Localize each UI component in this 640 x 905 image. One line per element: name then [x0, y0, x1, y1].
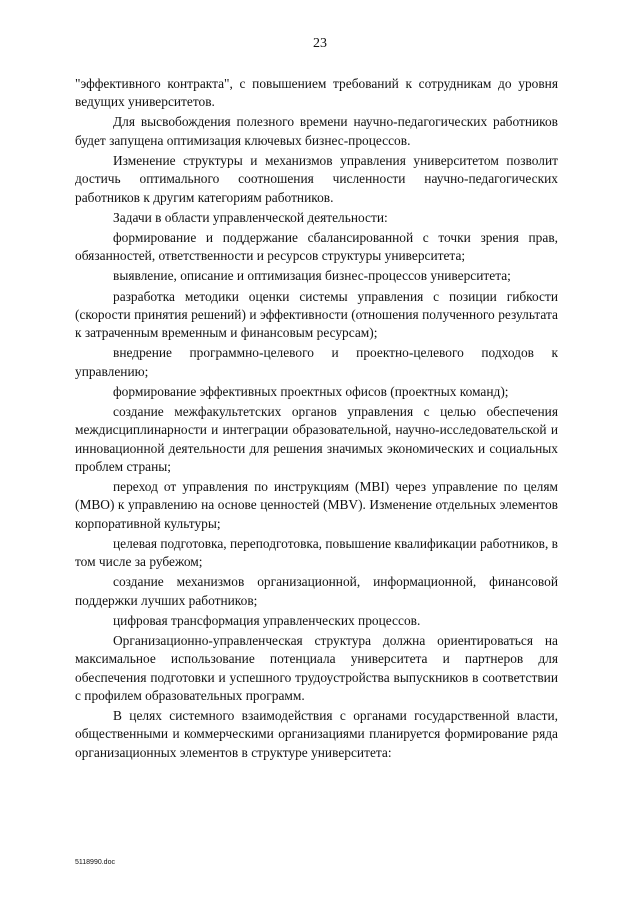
list-item-program-approach: внедрение программно-целевого и проектно-целевого подходов к управлению; [75, 345, 558, 379]
page-number: 23 [313, 36, 327, 51]
paragraph-tasks-heading: Задачи в области управленческой деятельности: [113, 209, 388, 225]
paragraph-release-time: Для высвобождения полезного времени научно-педагогических работников будет запущена оптимизация ключевых бизнес-процессов. [75, 114, 558, 148]
paragraph-structure-change: Изменение структуры и механизмов управления университетом позволит достичь оптимального соотношения численности научно-педагогических работников к другим категориям работников. [75, 152, 558, 205]
list-item-project-offices: формирование эффективных проектных офисов (проектных команд); [113, 383, 509, 399]
list-item-evaluation-method: разработка методики оценки системы управления с позиции гибкости (скорости принятия решений) и эффективности (отношения полученного результата к затраченным временным и финансовым ресурсам); [75, 288, 558, 341]
list-item-interfaculty-bodies: создание межфакультетских органов управления с целью обеспечения междисциплинарности и интеграции образовательной, научно-исследовательской и инновационной деятельности для решения значимых экономических и социальных проблем страны; [75, 404, 558, 474]
list-item-support-mechanisms: создание механизмов организационной, информационной, финансовой поддержки лучших работников; [75, 574, 558, 608]
list-item-training: целевая подготовка, переподготовка, повышение квалификации работников, в том числе за рубежом; [75, 535, 558, 570]
list-item-digital-transformation: цифровая трансформация управленческих процессов. [113, 612, 421, 628]
file-name-footer: 5118990.doc [75, 859, 115, 866]
list-item-business-processes: выявление, описание и оптимизация бизнес-процессов университета; [113, 268, 511, 284]
document-body [75, 75, 558, 762]
list-item-balanced-structure: формирование и поддержание сбалансированной с точки зрения прав, обязанностей, ответственности и ресурсов структуры университета; [75, 229, 558, 264]
paragraph-continuation: "эффективного контракта", с повышением требований к сотрудникам до уровня ведущих университетов. [75, 76, 558, 110]
list-item-management-transition: переход от управления по инструкциям (MBI) через управление по целям (MBO) к управлению на основе ценностей (MBV). Изменение отдельных элементов корпоративной культуры; [75, 479, 558, 531]
paragraph-interaction: В целях системного взаимодействия с органами государственной власти, общественными и коммерческими организациями планируется формирование ряда организационных элементов в структуре университета: [75, 708, 558, 760]
paragraph-org-structure: Организационно-управленческая структура должна ориентироваться на максимальное использование потенциала университета и партнеров для обеспечения подготовки и успешного трудоустройства выпускников в соответствии с профилем образовательных программ. [75, 633, 558, 703]
